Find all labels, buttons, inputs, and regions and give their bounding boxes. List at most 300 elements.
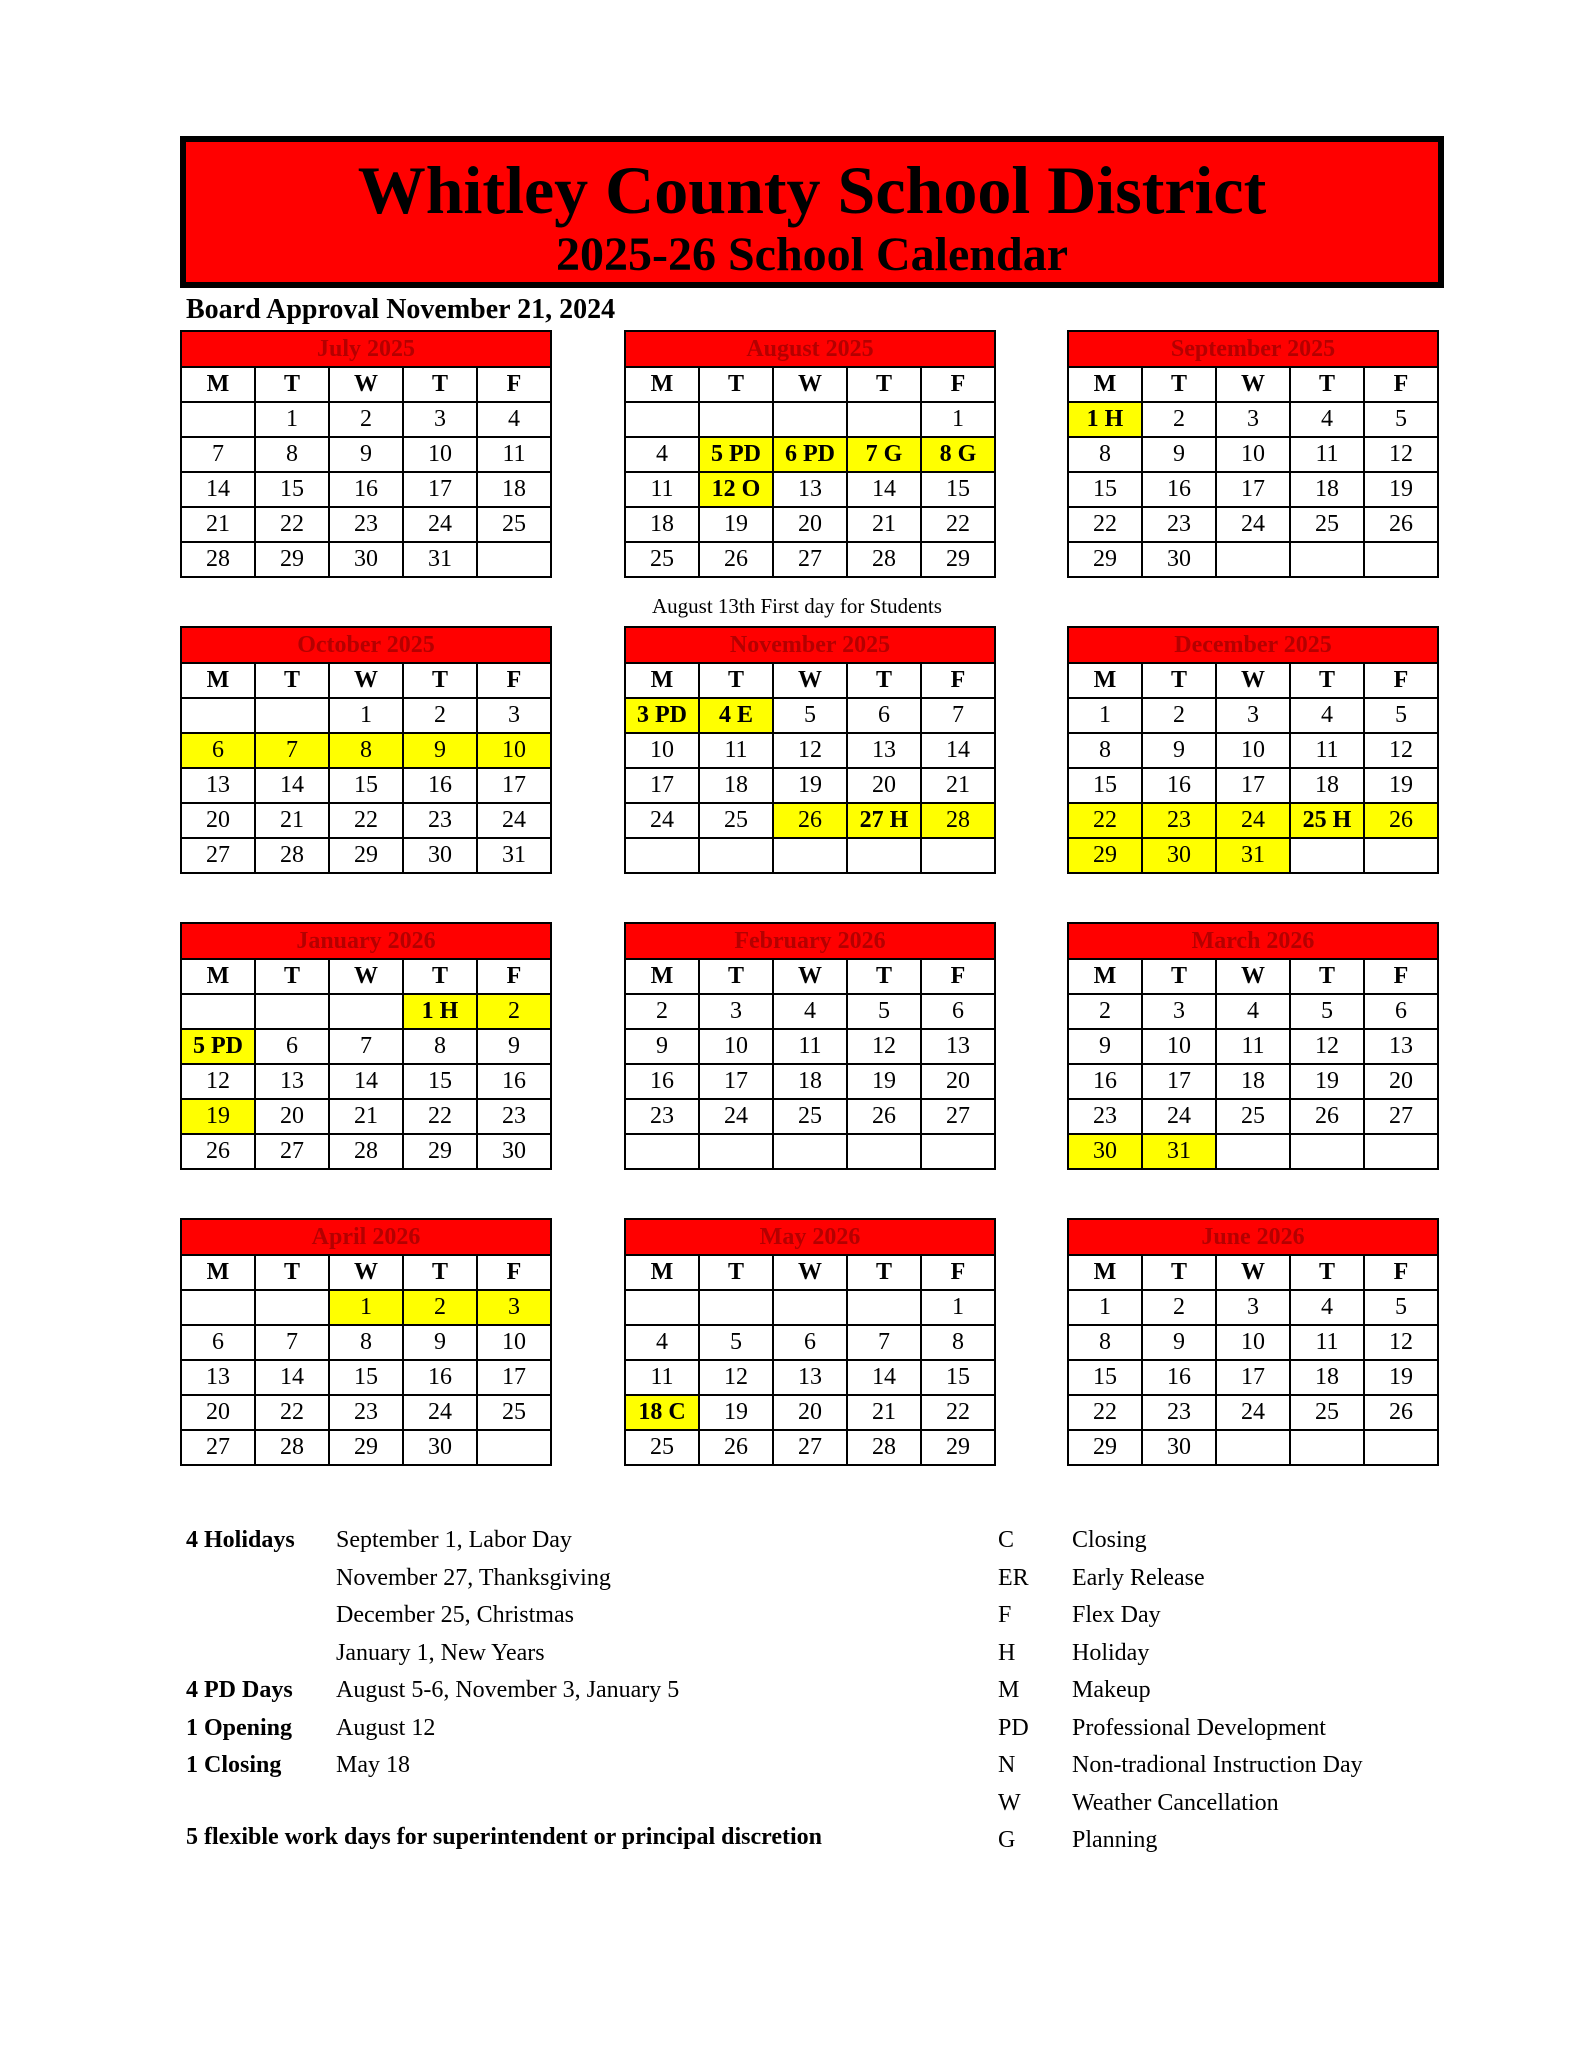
day-cell: 3 [1216,698,1290,733]
day-cell: 31 [1142,1134,1216,1169]
day-cell: 23 [403,803,477,838]
legend-meaning: Closing [1072,1527,1147,1553]
day-cell: 11 [1216,1029,1290,1064]
day-cell: 30 [477,1134,551,1169]
legend-code: M [998,1677,1020,1703]
month-title: July 2025 [180,330,552,366]
month-title: September 2025 [1067,330,1439,366]
weekday-header: M [1068,367,1142,402]
day-cell: 30 [1142,542,1216,577]
weekday-header: T [847,959,921,994]
summary-row [186,1522,679,1560]
day-cell: 6 [1364,994,1438,1029]
day-cell: 9 [403,733,477,768]
day-cell: 13 [773,1360,847,1395]
weekday-header: W [329,1255,403,1290]
day-cell: 18 [477,472,551,507]
day-cell: 14 [329,1064,403,1099]
day-cell: 7 G [847,437,921,472]
day-cell [329,994,403,1029]
day-cell: 14 [255,1360,329,1395]
legend-meaning: Flex Day [1072,1602,1161,1628]
day-cell: 17 [1216,472,1290,507]
weekday-header: T [699,959,773,994]
month-calendar [624,330,996,578]
day-cell: 5 [699,1325,773,1360]
day-cell: 27 [181,838,255,873]
day-cell: 20 [773,507,847,542]
day-cell: 13 [773,472,847,507]
day-cell: 7 [847,1325,921,1360]
day-cell [1364,542,1438,577]
summary-row [186,1635,679,1673]
day-cell: 4 E [699,698,773,733]
day-cell: 30 [403,1430,477,1465]
day-cell: 15 [329,1360,403,1395]
month-title: March 2026 [1067,922,1439,958]
summary-row [186,1597,679,1635]
day-cell: 9 [1142,437,1216,472]
day-cell [1216,542,1290,577]
legend-code: H [998,1639,1016,1666]
day-cell: 4 [1290,1290,1364,1325]
day-cell: 16 [477,1064,551,1099]
summary-list [186,1522,679,1785]
day-cell: 3 [477,1290,551,1325]
day-cell: 31 [403,542,477,577]
day-cell: 25 H [1290,803,1364,838]
calendar-subtitle: 2025-26 School Calendar [555,228,1068,281]
day-cell: 29 [329,838,403,873]
day-cell: 19 [1364,472,1438,507]
day-cell: 30 [1142,1430,1216,1465]
day-cell: 8 [921,1325,995,1360]
day-cell: 25 [477,1395,551,1430]
day-cell: 2 [1142,698,1216,733]
month-title: August 2025 [624,330,996,366]
weekday-header: W [1216,663,1290,698]
day-cell: 22 [255,1395,329,1430]
day-cell: 11 [625,472,699,507]
day-cell: 10 [477,1325,551,1360]
day-cell: 18 [773,1064,847,1099]
day-cell: 5 [1290,994,1364,1029]
day-cell [1290,542,1364,577]
day-cell: 29 [1068,542,1142,577]
weekday-header: F [921,663,995,698]
summary-label: 1 Opening [186,1714,293,1741]
day-cell: 1 H [1068,402,1142,437]
day-cell: 24 [403,1395,477,1430]
day-cell [1364,1134,1438,1169]
day-cell: 4 [1216,994,1290,1029]
weekday-header: F [921,1255,995,1290]
day-cell: 20 [847,768,921,803]
day-cell [699,838,773,873]
legend-code: N [998,1752,1016,1778]
day-cell: 24 [1216,507,1290,542]
day-cell: 23 [329,1395,403,1430]
day-cell: 6 [773,1325,847,1360]
weekday-header: T [255,367,329,402]
weekday-header: T [255,663,329,698]
day-cell [921,1134,995,1169]
day-cell: 24 [477,803,551,838]
day-cell: 10 [1216,733,1290,768]
day-cell: 20 [255,1099,329,1134]
day-cell: 15 [329,768,403,803]
month-calendar [624,1218,996,1466]
day-cell: 13 [181,1360,255,1395]
summary-value: May 18 [336,1752,410,1778]
summary-row [186,1560,679,1598]
day-cell: 16 [403,768,477,803]
day-cell: 21 [255,803,329,838]
day-cell: 29 [921,1430,995,1465]
day-cell: 24 [403,507,477,542]
day-cell: 29 [403,1134,477,1169]
month-title: April 2026 [180,1218,552,1254]
legend-code: C [998,1527,1015,1553]
day-cell: 1 [1068,1290,1142,1325]
day-cell: 29 [1068,838,1142,873]
day-cell: 10 [699,1029,773,1064]
weekday-header: W [1216,959,1290,994]
day-cell: 25 [1290,507,1364,542]
weekday-header: T [255,959,329,994]
weekday-header: T [699,1255,773,1290]
day-cell: 19 [1290,1064,1364,1099]
day-cell: 22 [403,1099,477,1134]
summary-row [186,1747,679,1785]
day-cell: 10 [1216,1325,1290,1360]
day-cell: 26 [1364,1395,1438,1430]
weekday-header: M [1068,1255,1142,1290]
summary-value: January 1, New Years [336,1639,545,1666]
day-cell: 26 [699,1430,773,1465]
summary-label: 1 Closing [186,1752,282,1778]
day-cell [181,402,255,437]
day-cell [1290,1134,1364,1169]
day-cell: 8 [329,1325,403,1360]
day-cell: 27 [255,1134,329,1169]
day-cell: 2 [1142,402,1216,437]
weekday-header: F [1364,959,1438,994]
weekday-header: W [773,959,847,994]
day-cell: 8 [1068,437,1142,472]
day-cell: 6 [847,698,921,733]
day-cell: 7 [181,437,255,472]
day-cell: 9 [1068,1029,1142,1064]
day-cell: 20 [1364,1064,1438,1099]
month-calendar [624,626,996,874]
day-cell: 24 [1216,803,1290,838]
weekday-header: W [773,1255,847,1290]
summary-label [186,1560,336,1598]
day-cell: 8 [1068,733,1142,768]
day-cell: 12 [1290,1029,1364,1064]
day-cell: 12 O [699,472,773,507]
day-cell: 28 [847,1430,921,1465]
day-cell: 23 [329,507,403,542]
day-cell [477,1430,551,1465]
weekday-header: F [1364,663,1438,698]
day-cell: 19 [773,768,847,803]
weekday-header: T [1142,1255,1216,1290]
legend-meaning: Non-tradional Instruction Day [1072,1752,1363,1778]
weekday-header: W [329,959,403,994]
day-cell: 11 [699,733,773,768]
day-cell: 18 [1290,472,1364,507]
day-cell: 17 [625,768,699,803]
day-cell: 13 [921,1029,995,1064]
day-cell [255,698,329,733]
day-cell: 13 [255,1064,329,1099]
month-title: October 2025 [180,626,552,662]
day-cell: 2 [1068,994,1142,1029]
day-cell: 23 [1068,1099,1142,1134]
day-cell: 7 [255,1325,329,1360]
day-cell: 26 [1364,507,1438,542]
day-cell: 4 [1290,698,1364,733]
day-cell: 29 [1068,1430,1142,1465]
month-calendar [180,922,552,1170]
day-cell: 14 [847,1360,921,1395]
weekday-header: W [1216,367,1290,402]
day-cell [699,1134,773,1169]
board-approval: Board Approval November 21, 2024 [186,294,616,325]
day-cell: 3 [477,698,551,733]
day-cell [773,1134,847,1169]
day-cell: 18 [1216,1064,1290,1099]
day-cell [255,994,329,1029]
day-cell: 27 [1364,1099,1438,1134]
day-cell: 21 [181,507,255,542]
day-cell: 12 [773,733,847,768]
month-title: June 2026 [1067,1218,1439,1254]
day-cell: 22 [1068,507,1142,542]
day-cell: 29 [329,1430,403,1465]
summary-value: November 27, Thanksgiving [336,1564,611,1591]
legend-code: ER [998,1564,1029,1591]
day-cell: 17 [403,472,477,507]
weekday-header: F [477,663,551,698]
day-cell: 25 [773,1099,847,1134]
day-cell: 29 [921,542,995,577]
day-cell: 22 [921,1395,995,1430]
day-cell: 2 [1142,1290,1216,1325]
day-cell: 16 [1142,472,1216,507]
day-cell: 15 [921,1360,995,1395]
day-cell: 25 [1290,1395,1364,1430]
summary-value: September 1, Labor Day [336,1527,572,1553]
weekday-header: T [699,367,773,402]
day-cell [1364,838,1438,873]
weekday-header: M [181,1255,255,1290]
day-cell: 5 PD [699,437,773,472]
day-cell: 5 [1364,698,1438,733]
day-cell: 22 [921,507,995,542]
day-cell: 10 [625,733,699,768]
day-cell: 3 [1142,994,1216,1029]
day-cell: 7 [329,1029,403,1064]
month-title: November 2025 [624,626,996,662]
summary-row [186,1710,679,1748]
day-cell: 9 [625,1029,699,1064]
day-cell: 27 [773,542,847,577]
day-cell [1216,1430,1290,1465]
day-cell: 9 [477,1029,551,1064]
day-cell: 28 [181,542,255,577]
weekday-header: M [625,959,699,994]
month-calendar [1067,330,1439,578]
day-cell: 27 [181,1430,255,1465]
day-cell: 10 [1142,1029,1216,1064]
day-cell: 1 [329,698,403,733]
month-calendar [1067,1218,1439,1466]
summary-label [186,1597,336,1635]
legend-row [998,1747,1363,1785]
day-cell: 26 [1364,803,1438,838]
month-title: December 2025 [1067,626,1439,662]
day-cell: 17 [1216,768,1290,803]
month-calendar [180,1218,552,1466]
weekday-header: F [477,959,551,994]
day-cell: 3 [699,994,773,1029]
day-cell: 6 [255,1029,329,1064]
day-cell: 24 [1142,1099,1216,1134]
weekday-header: W [329,367,403,402]
day-cell: 15 [403,1064,477,1099]
day-cell [181,698,255,733]
day-cell: 11 [477,437,551,472]
day-cell: 8 [403,1029,477,1064]
day-cell: 8 [1068,1325,1142,1360]
day-cell: 21 [847,507,921,542]
day-cell [847,402,921,437]
legend-row [998,1522,1363,1560]
day-cell: 24 [625,803,699,838]
day-cell: 27 [773,1430,847,1465]
day-cell: 15 [921,472,995,507]
day-cell: 30 [1068,1134,1142,1169]
day-cell: 3 [403,402,477,437]
day-cell: 3 [1216,402,1290,437]
weekday-header: T [1290,663,1364,698]
day-cell [625,1290,699,1325]
day-cell: 23 [625,1099,699,1134]
day-cell [1290,1430,1364,1465]
day-cell: 15 [255,472,329,507]
day-cell [625,402,699,437]
summary-label: 4 PD Days [186,1677,293,1703]
weekday-header: T [403,959,477,994]
day-cell: 1 H [403,994,477,1029]
day-cell: 19 [699,507,773,542]
day-cell: 25 [477,507,551,542]
day-cell: 12 [181,1064,255,1099]
legend-row [998,1710,1363,1748]
summary-label [186,1635,336,1673]
day-cell: 31 [1216,838,1290,873]
day-cell: 21 [329,1099,403,1134]
weekday-header: T [847,1255,921,1290]
day-cell: 1 [255,402,329,437]
day-cell: 25 [625,542,699,577]
day-cell: 22 [329,803,403,838]
day-cell: 14 [921,733,995,768]
august-note: August 13th First day for Students [652,594,942,618]
day-cell [921,838,995,873]
day-cell: 2 [403,1290,477,1325]
day-cell: 5 [773,698,847,733]
day-cell: 15 [1068,1360,1142,1395]
day-cell: 20 [921,1064,995,1099]
day-cell: 1 [329,1290,403,1325]
day-cell: 19 [847,1064,921,1099]
day-cell: 27 [921,1099,995,1134]
day-cell: 16 [1068,1064,1142,1099]
day-cell: 24 [699,1099,773,1134]
day-cell: 9 [1142,1325,1216,1360]
weekday-header: T [1142,663,1216,698]
day-cell: 13 [1364,1029,1438,1064]
day-cell: 1 [1068,698,1142,733]
day-cell: 23 [1142,1395,1216,1430]
day-cell: 24 [1216,1395,1290,1430]
flexible-days-note: 5 flexible work days for superintendent or principal discretion [186,1824,823,1850]
day-cell: 1 [921,1290,995,1325]
weekday-header: F [477,367,551,402]
day-cell [847,1290,921,1325]
day-cell: 11 [1290,1325,1364,1360]
legend-row [998,1822,1363,1860]
day-cell: 9 [403,1325,477,1360]
day-cell [847,838,921,873]
day-cell: 8 G [921,437,995,472]
day-cell: 2 [403,698,477,733]
weekday-header: T [403,663,477,698]
legend-code: W [998,1789,1021,1816]
day-cell [699,1290,773,1325]
day-cell: 19 [181,1099,255,1134]
day-cell: 30 [1142,838,1216,873]
weekday-header: F [1364,367,1438,402]
weekday-header: T [1142,367,1216,402]
day-cell: 11 [773,1029,847,1064]
day-cell: 19 [699,1395,773,1430]
day-cell: 19 [1364,768,1438,803]
month-title: January 2026 [180,922,552,958]
weekday-header: W [773,663,847,698]
weekday-header: M [181,367,255,402]
day-cell [1216,1134,1290,1169]
day-cell: 11 [1290,733,1364,768]
legend-row [998,1785,1363,1823]
month-calendar [180,330,552,578]
legend-code: PD [998,1714,1029,1741]
day-cell: 10 [403,437,477,472]
summary-row [186,1672,679,1710]
day-cell: 25 [625,1430,699,1465]
day-cell: 11 [1290,437,1364,472]
weekday-header: F [921,367,995,402]
day-cell: 6 [181,1325,255,1360]
day-cell: 18 [625,507,699,542]
day-cell [699,402,773,437]
weekday-header: W [773,367,847,402]
day-cell: 4 [773,994,847,1029]
